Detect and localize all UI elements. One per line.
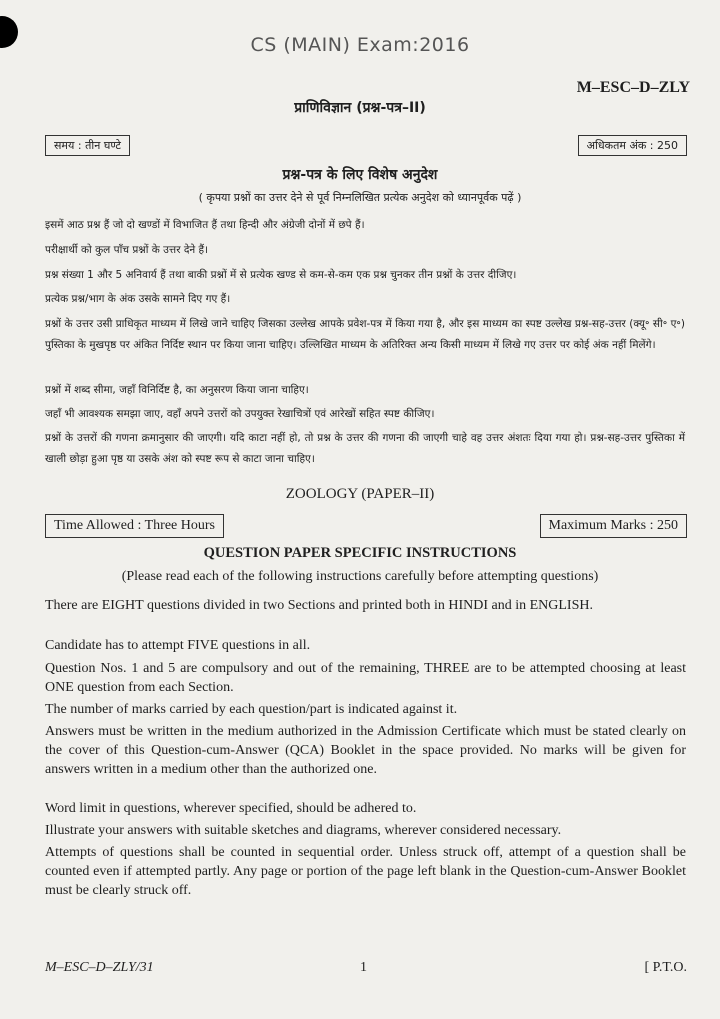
hindi-instruction-5: प्रश्नों के उत्तर उसी प्राधिकृत माध्यम में लिखे जाने चाहिए जिसका उल्लेख आपके प्रवेश-पत्र में किया गया है, और इस माध्यम का स्पष्ट उल्लेख प्रश्न-सह-उत्तर (क्यू॰ सी॰ ए॰) पुस्तिका के मुखपृष्ठ पर अंकित निर्दिष्ट स्थान पर किया जाना चाहिए। उल्लिखित माध्यम के अतिरिक्त अन्य किसी माध्यम में लिखे गए उत्तर पर कोई अंक नहीं मिलेंगे। (45, 318, 685, 351)
footer-paper-code: M–ESC–D–ZLY/31 (45, 960, 154, 975)
hindi-instruction-1: इसमें आठ प्रश्न हैं जो दो खण्डों में विभाजित हैं तथा हिन्दी और अंग्रेजी दोनों में छपे हैं। (45, 219, 365, 231)
hindi-instruction-6: प्रश्नों में शब्द सीमा, जहाँ विनिर्दिष्ट है, का अनुसरण किया जाना चाहिए। (45, 384, 309, 396)
footer-pto: [ P.T.O. (644, 960, 687, 975)
hindi-instruction-3: प्रश्न संख्या 1 और 5 अनिवार्य हैं तथा बाकी प्रश्नों में से प्रत्येक खण्ड से कम-से-कम एक प्रश्न चुनकर तीन प्रश्नों के उत्तर दीजिए। (45, 269, 517, 281)
hindi-instruction-4: प्रत्येक प्रश्न/भाग के अंक उसके सामने दिए गए हैं। (45, 293, 231, 305)
english-time-allowed-box: Time Allowed : Three Hours (45, 514, 224, 538)
hindi-subject-title: प्राणिविज्ञान (प्रश्न-पत्र–II) (294, 100, 426, 116)
hindi-max-marks-box: अधिकतम अंक : 250 (578, 135, 687, 156)
handwritten-heading: CS (MAIN) Exam:2016 (250, 34, 470, 56)
english-instruction-1: There are EIGHT questions divided in two Sections and printed both in HINDI and in ENGLISH. (45, 598, 593, 613)
english-instruction-4: The number of marks carried by each question/part is indicated against it. (45, 702, 458, 717)
hindi-time-allowed-box: समय : तीन घण्टे (45, 135, 130, 156)
hindi-instruction-7: जहाँ भी आवश्यक समझा जाए, वहाँ अपने उत्तरों को उपयुक्त रेखाचित्रों एवं आरेखों सहित स्पष्ट कीजिए। (45, 408, 435, 420)
english-subject-title: ZOOLOGY (PAPER–II) (285, 486, 435, 502)
hindi-instructions-heading: प्रश्न-पत्र के लिए विशेष अनुदेश (282, 167, 438, 183)
english-instruction-3: Question Nos. 1 and 5 are compulsory and out of the remaining, THREE are to be attempted choosing at least ONE question from each Section. (45, 661, 686, 695)
footer-page-number: 1 (360, 960, 367, 975)
english-instruction-6: Word limit in questions, wherever specified, should be adhered to. (45, 801, 417, 816)
paper-code: M–ESC–D–ZLY (576, 79, 690, 96)
english-instructions-heading: QUESTION PAPER SPECIFIC INSTRUCTIONS (203, 545, 517, 561)
english-instruction-7: Illustrate your answers with suitable sketches and diagrams, wherever considered necessary. (45, 823, 562, 838)
english-instruction-2: Candidate has to attempt FIVE questions in all. (45, 638, 311, 653)
english-instruction-5: Answers must be written in the medium authorized in the Admission Certificate which must be stated clearly on the cover of this Question-cum-Answer (QCA) Booklet in the space provided. No marks will be given for answers written in a medium other than the authorized one. (45, 724, 686, 777)
english-instruction-8: Attempts of questions shall be counted in sequential order. Unless struck off, attempt of a question shall be counted even if attempted partly. Any page or portion of the page left blank in the Question-cum-Answer Booklet must be clearly struck off. (45, 845, 686, 898)
hindi-instruction-8: प्रश्नों के उत्तरों की गणना क्रमानुसार की जाएगी। यदि काटा नहीं हो, तो प्रश्न के उत्तर की गणना की जाएगी चाहे वह उत्तर अंशतः दिया गया हो। प्रश्न-सह-उत्तर पुस्तिका में खाली छोड़ा हुआ पृष्ठ या उसके अंश को स्पष्ट रूप से काटा जाना चाहिए। (45, 432, 685, 465)
english-instructions-subheading: (Please read each of the following instructions carefully before attempting questions) (121, 569, 599, 584)
hindi-instructions-subheading: ( कृपया प्रश्नों का उत्तर देने से पूर्व निम्नलिखित प्रत्येक अनुदेश को ध्यानपूर्वक पढ़ें ) (198, 191, 522, 204)
hindi-instruction-2: परीक्षार्थी को कुल पाँच प्रश्नों के उत्तर देने हैं। (45, 244, 209, 256)
english-max-marks-box: Maximum Marks : 250 (540, 514, 688, 538)
